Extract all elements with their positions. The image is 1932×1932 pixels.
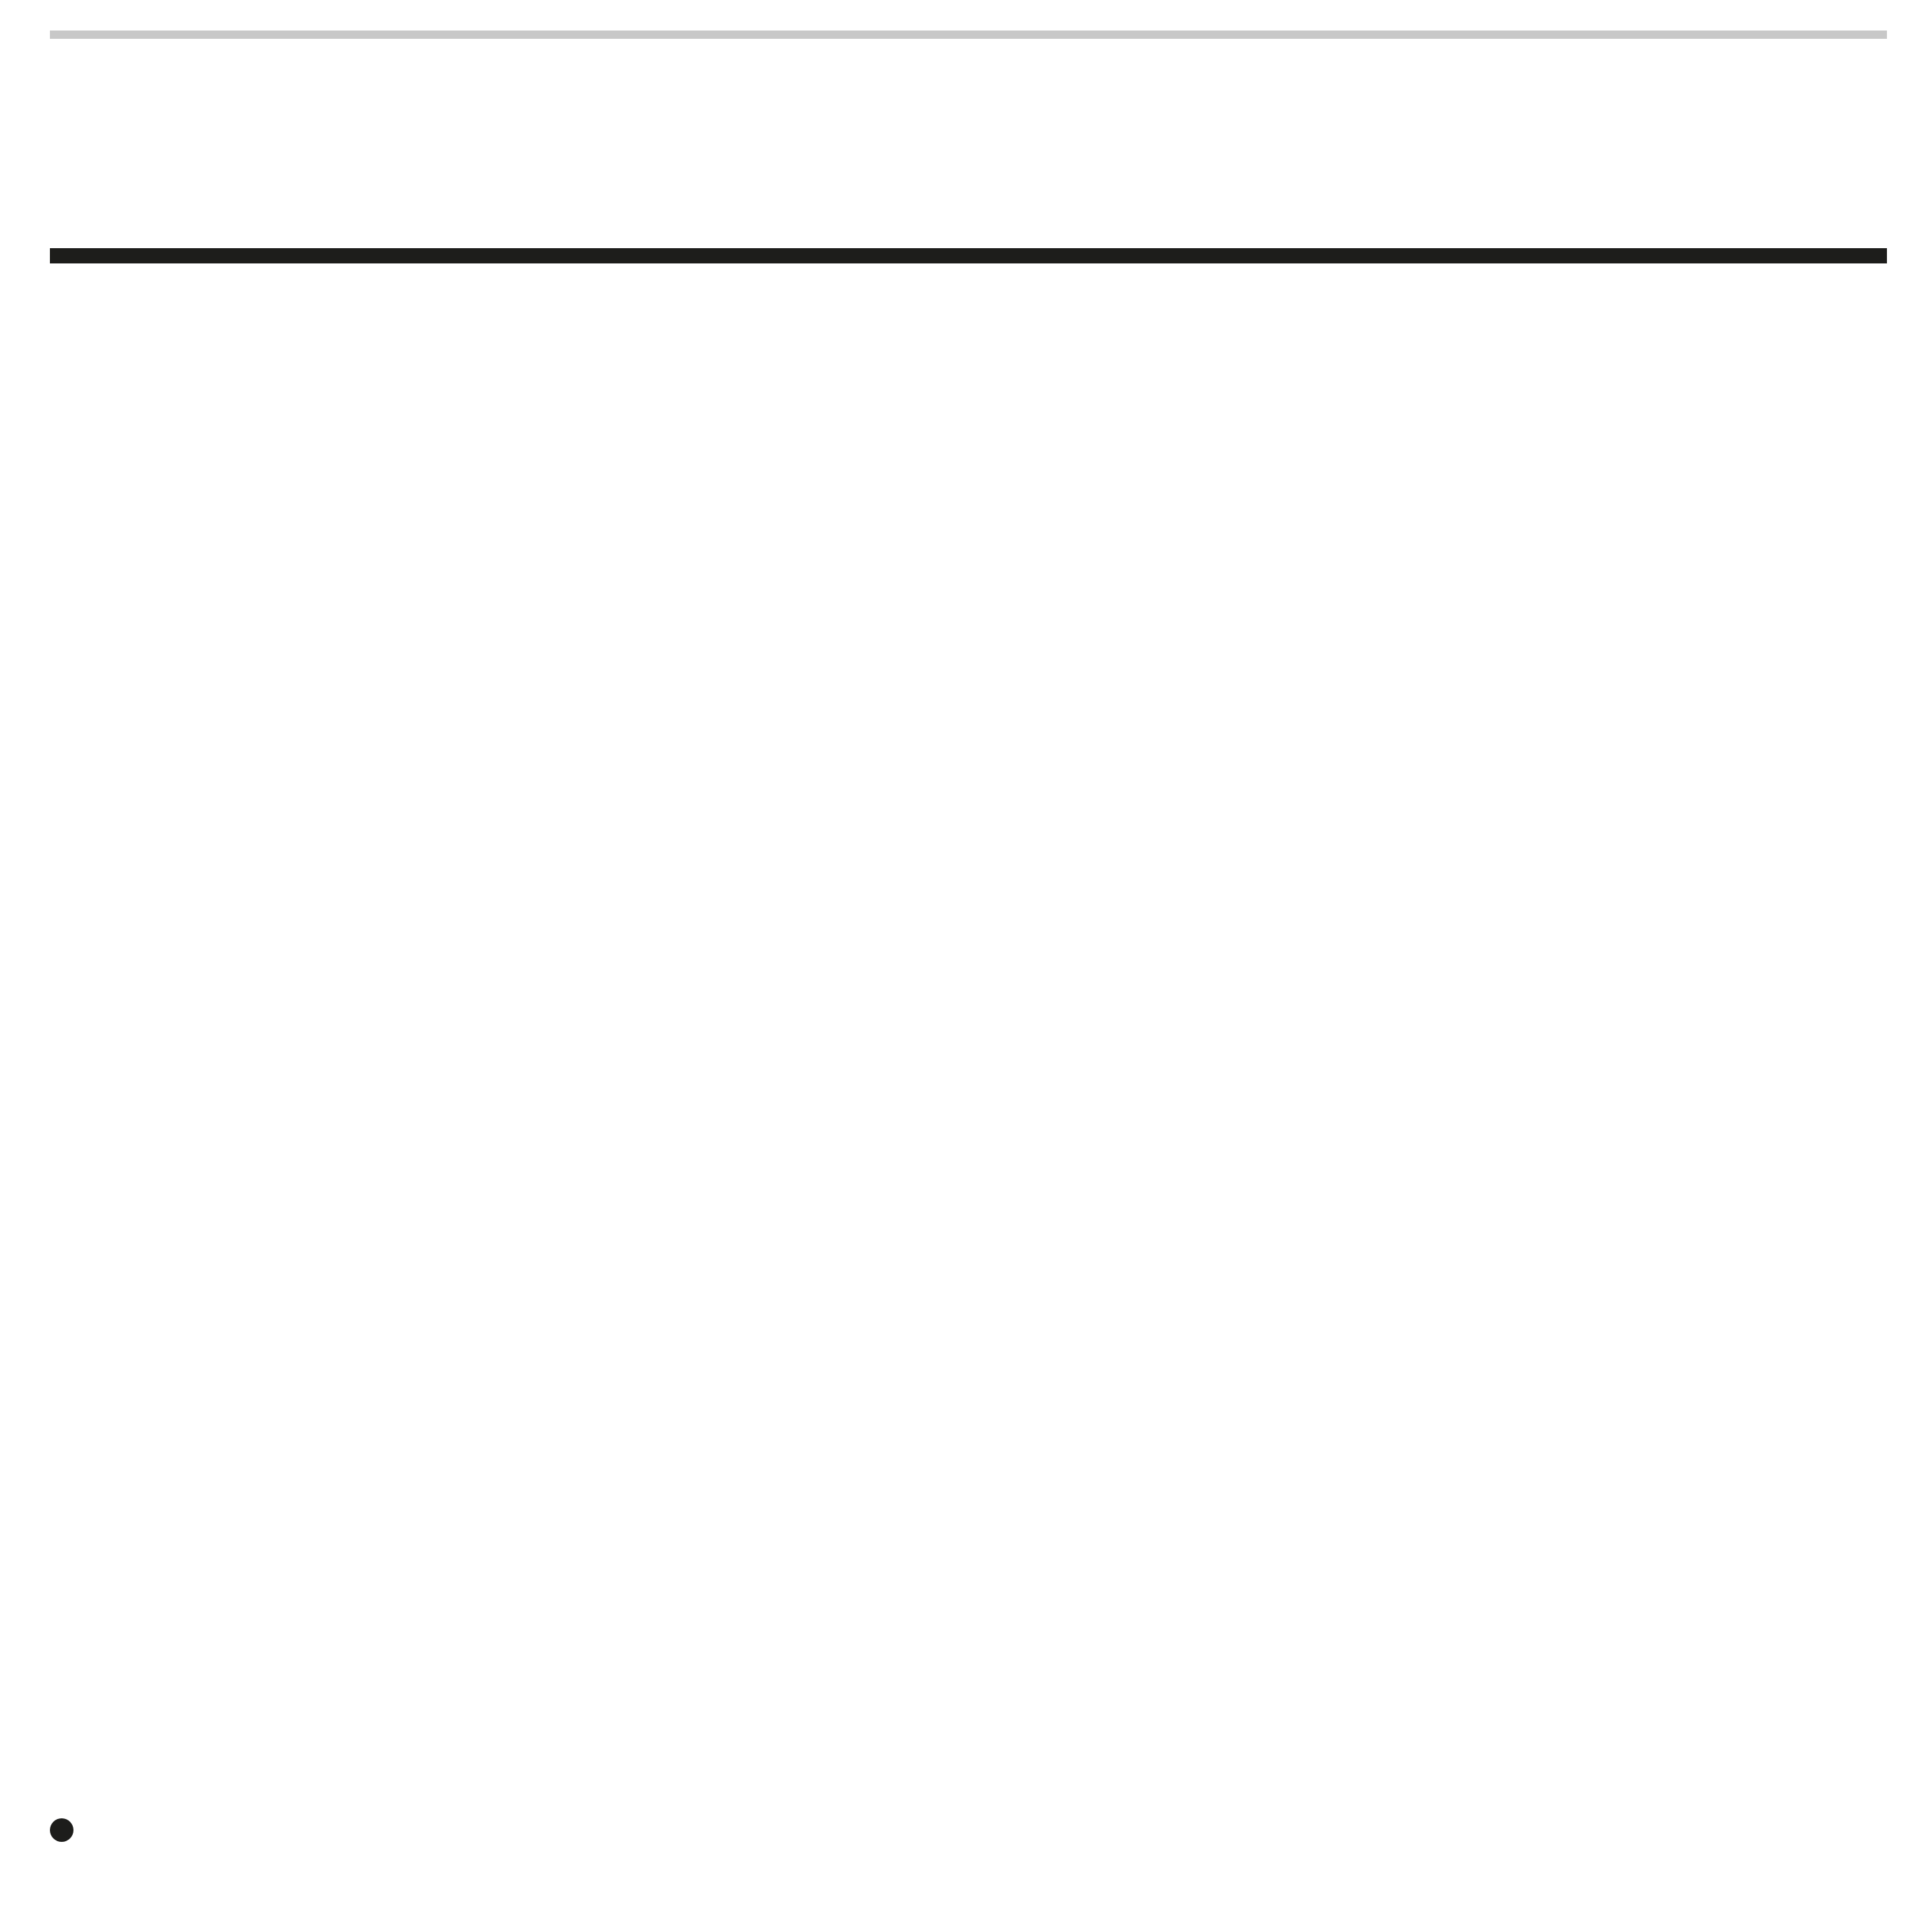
bullet-icon [50, 1818, 73, 1842]
title-rule [50, 248, 1887, 263]
top-rule [50, 31, 1887, 39]
